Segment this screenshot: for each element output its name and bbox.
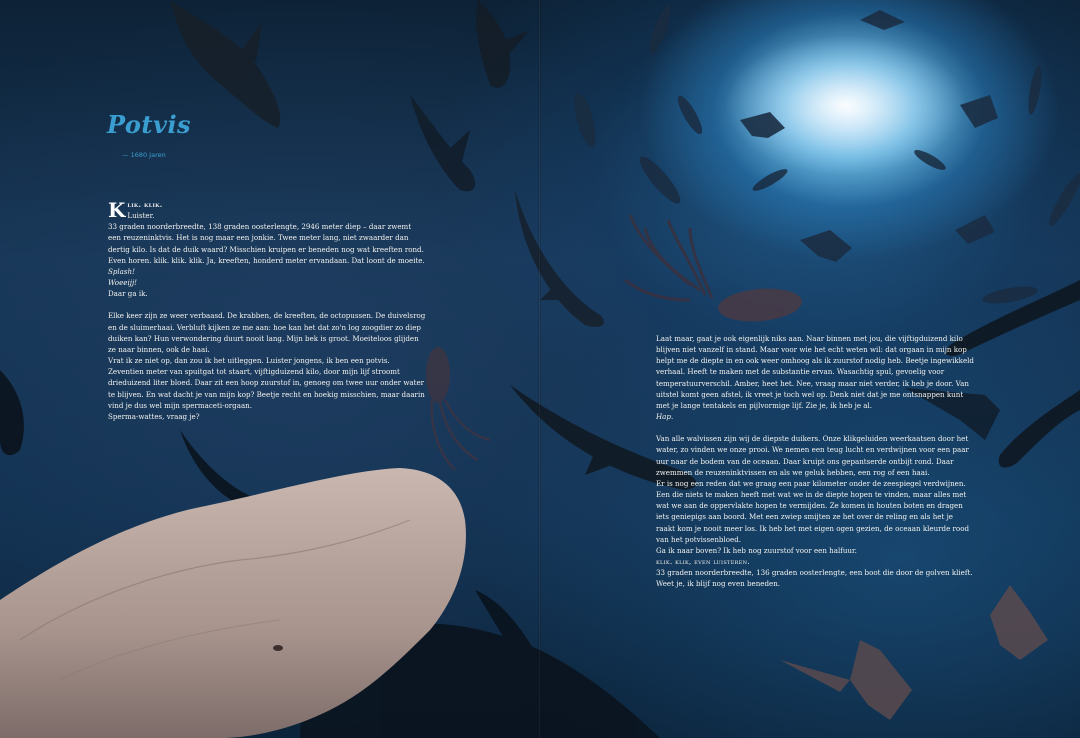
drop-cap: K <box>108 198 126 222</box>
shark-icon <box>170 0 280 128</box>
paragraph: Weet je, ik blijf nog even beneden. <box>656 579 781 589</box>
paragraph: Hap. <box>656 412 674 422</box>
paragraph: Ga ik naar boven? Ik heb nog zuurstof voor een halfuur. <box>656 545 857 555</box>
paragraph: 33 graden noorderbreedte, 136 graden oosterlengte, een boot die door de golven klieft. <box>656 568 973 578</box>
paragraph: Elke keer zijn ze weer verbaasd. De krabben, de kreeften, de octopussen. De duivelsrog en de sluimerhaai. Verbluft kijken ze me aan: hoe kan het dat zo'n log zoogdier zo diep duiken kan? Hun verwondering duurt nooit lang. Mijn bek is groot. Moeiteloos glijden ze naar binnen, ook de haai. <box>108 311 426 354</box>
shark-icon <box>515 190 604 327</box>
paragraph: klik. klik, even luisteren. <box>656 556 750 566</box>
page-subtitle: — 1680 Jaren <box>122 151 166 159</box>
paragraph: Splash! <box>108 266 135 276</box>
page-title: Potvis <box>107 110 192 139</box>
right-text-column <box>656 333 974 589</box>
paragraph: Er is nog een reden dat we graag een paar kilometer onder de zeespiegel verdwijnen. Een die niets te maken heeft met wat we in de diepte hopen te vinden, maar alles met wat we aan de oppervlakte hopen te vermijden. Ze komen in houten boten en dragen iets geniepigs aan boord. Met een zwiep smijten ze het over de reling en als het je raakt kom je nooit meer los. Ik heb het met eigen ogen gezien, de oceaan kleurde rood van het potvissenbloed. <box>656 478 970 544</box>
paragraph-gap <box>656 422 974 433</box>
opening-click: lik. klik. <box>127 200 163 209</box>
ray-icon <box>780 585 1048 720</box>
left-text-column <box>108 199 426 422</box>
squid-icon <box>717 285 803 324</box>
paragraph: Daar ga ik. <box>108 289 148 299</box>
paragraph: Vrat ik ze niet op, dan zou ik het uitleggen. Luister jongens, ik ben een potvis. Zeventien meter van spuitgat tot staart, vijftigduizend kilo, door mijn lijf stroomt drieduizend liter bloed. Daar zit een hoop zuurstof in, genoeg om twee uur onder water te blijven. En wat dacht je van mijn kop? Beetje recht en hoekig misschien, maar daarin vind je dus wel mijn spermaceti-orgaan. <box>108 356 425 410</box>
paragraph: Sperma-wattes, vraag je? <box>108 411 200 421</box>
paragraph: Laat maar, gaat je ook eigenlijk niks aan. Naar binnen met jou, die vijftigduizend kilo blijven niet vanzelf in stand. Maar voor wie het echt weten wil: dat orgaan in mijn kop helpt me de diepte in en ook weer omhoog als ik zuurstof nodig heb. Beetje ingewikkeld verhaal. Heeft te maken met de substantie ervan. Wasachtig spul, gevoelig voor temperatuurverschil. Amber, heet het. Nee, vraag maar niet verder, ik heb je door. Van uitstel komt geen afstel, ik vreet je toch wel op. Denk niet dat je me ontsnappen kunt met je lange tentakels en pijlvormige lijf. Zie je, ik heb je al. <box>656 334 974 410</box>
paragraph: Luister. <box>127 211 155 221</box>
paragraph: Van alle walvissen zijn wij de diepste duikers. Onze klikgeluiden weerkaatsen door het water, zo vinden we onze prooi. We nemen een teug lucht en verdwijnen voor een paar uur naar de bodem van de oceaan. Daar kruipt ons gepantserde ontbijt rond. Daar zwemmen de reuzeninktvissen en als we geluk hebben, een rog of een haai. <box>656 434 969 477</box>
shark-icon <box>410 95 475 191</box>
page-gutter <box>538 0 541 738</box>
squid-icon <box>625 215 712 300</box>
paragraph-gap <box>108 299 426 310</box>
paragraph: 33 graden noorderbreedte, 138 graden oosterlengte, 2946 meter diep – daar zwemt een reuzeninktvis. Het is nog maar een jonkie. Twee meter lang, niet zwaarder dan dertig kilo. Is dat de duik waard? Misschien kruipen er beneden nog wat kreeften rond. Even horen. klik. klik. klik. Ja, kreeften, honderd meter ervandaan. Dat loont de moeite. <box>108 222 425 265</box>
shark-icon <box>476 0 530 88</box>
paragraph: Woeeijj! <box>108 278 137 288</box>
squid-icon <box>426 347 490 470</box>
